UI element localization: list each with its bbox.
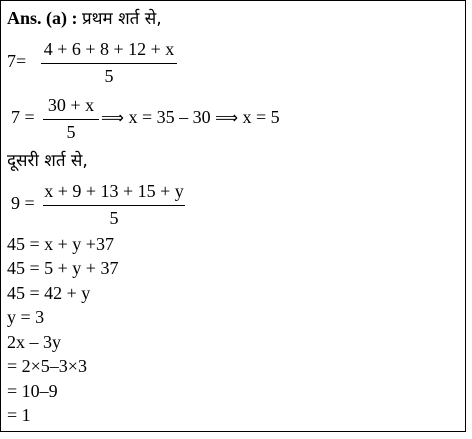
implies-arrow-icon: ⟹ <box>101 108 124 127</box>
eq1-fraction-bar <box>41 63 177 64</box>
eq2-step2: x = 5 <box>242 107 280 127</box>
answer-label: Ans. (a) : <box>7 8 78 28</box>
second-condition-intro: दूसरी शर्त से, <box>7 151 88 171</box>
eq2-steps <box>101 107 280 128</box>
step-line: y = 3 <box>7 307 45 327</box>
step-line: 45 = 42 + y <box>7 283 91 303</box>
step-line: 45 = 5 + y + 37 <box>7 258 119 278</box>
eq1-denominator: 5 <box>104 66 114 86</box>
first-condition-intro: प्रथम शर्त से, <box>82 9 162 29</box>
step-line: = 2×5–3×3 <box>7 356 87 376</box>
step-line: = 1 <box>7 405 31 425</box>
eq1-fraction <box>41 39 177 87</box>
eq2-fraction-bar <box>43 119 99 120</box>
eq2-fraction <box>43 95 99 143</box>
implies-arrow-icon: ⟹ <box>215 108 239 127</box>
eq3-fraction-bar <box>43 205 185 206</box>
eq3-lhs: 9 = <box>11 193 35 213</box>
eq2-denominator: 5 <box>66 122 76 142</box>
step-line: 2x – 3y <box>7 332 61 352</box>
eq3-numerator: x + 9 + 13 + 15 + y <box>44 181 184 201</box>
answer-heading <box>7 8 162 29</box>
step-line: 45 = x + y +37 <box>7 234 114 254</box>
eq3-denominator: 5 <box>109 208 119 228</box>
eq1-lhs: 7= <box>7 51 27 71</box>
eq2-step1: x = 35 – 30 <box>128 107 211 127</box>
eq1-numerator: 4 + 6 + 8 + 12 + x <box>43 39 175 59</box>
eq3-fraction <box>43 181 185 229</box>
step-line: = 10–9 <box>7 381 58 401</box>
eq2-numerator: 30 + x <box>47 95 95 115</box>
eq2-lhs: 7 = <box>11 107 35 127</box>
